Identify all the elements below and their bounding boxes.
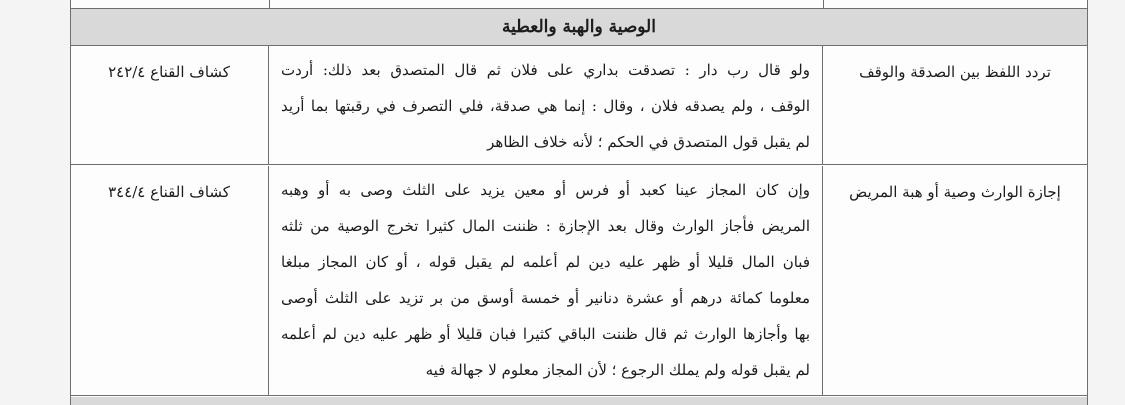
reference-cell <box>70 166 268 395</box>
topic-text: تردد اللفظ بين الصدقة والوقف <box>859 63 1051 81</box>
section-header <box>71 9 1087 46</box>
text-line: ولو قال رب دار : تصدقت بداري على فلان ثم قال المتصدق بعد ذلك: أردت <box>281 61 810 79</box>
previous-row-edge <box>71 0 1087 9</box>
column-divider <box>269 0 270 8</box>
section-title: الوصية والهبة والعطية <box>502 17 656 37</box>
text-cell <box>268 46 822 164</box>
topic-cell <box>822 46 1087 164</box>
text-cell <box>268 166 822 395</box>
table-row <box>71 166 1087 396</box>
topic-cell <box>822 166 1087 395</box>
reference-cell <box>70 46 268 164</box>
text-line: فبان المال قليلا أو ظهر عليه دين لم أعلمه لم يقبل قوله ، أو كان المجاز مبلغا <box>281 253 810 271</box>
text-line: معلوما كمائة درهم أو عشرة دنانير أو خمسة أوسق من بر تزيد على الثلث أوصى <box>281 289 810 307</box>
reference-text: كشاف القناع ٢٤٢/٤ <box>108 63 230 81</box>
reference-text: كشاف القناع ٣٤٤/٤ <box>108 183 230 201</box>
next-section-header-edge <box>71 397 1087 405</box>
text-line: لم يقبل قول المتصدق في الحكم ؛ لأنه خلاف الظاهر <box>487 133 810 151</box>
topic-text: إجازة الوارث وصية أو هبة المريض <box>849 183 1061 201</box>
text-line: المريض فأجاز الوارث وقال بعد الإجازة : ظننت المال كثيرا تخرج الوصية من ثلثه <box>281 217 810 235</box>
column-divider <box>823 0 824 8</box>
document-page <box>70 0 1088 405</box>
table-row <box>71 46 1087 165</box>
text-line: الوقف ، ولم يصدقه فلان ، وقال : إنما هي صدقة، فلي التصرف في رقبتها بما أريد <box>281 97 810 115</box>
text-line: لم يقبل قوله ولم يملك الرجوع ؛ لأن المجاز معلوم لا جهالة فيه <box>425 361 810 379</box>
text-line: وإن كان المجاز عينا كعبد أو فرس أو معين يزيد على الثلث وصى به أو وهبه <box>281 181 810 199</box>
text-line: بها وأجازها الوارث ثم قال ظننت الباقي كثيرا فبان قليلا أو ظهر عليه دين لم أعلمه <box>281 325 810 343</box>
